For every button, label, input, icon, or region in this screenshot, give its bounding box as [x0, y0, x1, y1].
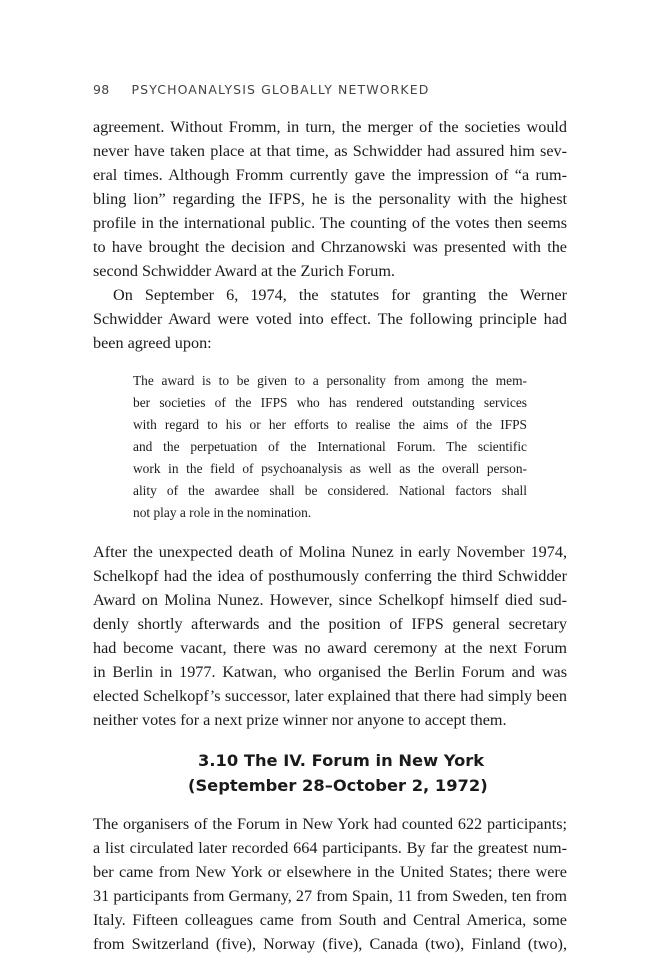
section-heading: 3.10 The IV. Forum in New York — [198, 751, 485, 770]
body-line: had become vacant, there was no award ceremony at the next Forum — [93, 639, 567, 657]
body-line: 31 participants from Germany, 27 from Spain, 11 from Sweden, ten from — [93, 887, 567, 905]
running-title: PSYCHOANALYSIS GLOBALLY NETWORKED — [131, 82, 430, 97]
quote-line: and the perpetuation of the International Forum. The scientific — [133, 439, 527, 454]
body-line: profile in the international public. The counting of the votes then seems — [93, 214, 567, 232]
body-line: to have brought the decision and Chrzanowski was presented with the — [93, 238, 567, 256]
body-line: neither votes for a next prize winner nor anyone to accept them. — [93, 711, 507, 729]
body-line: second Schwidder Award at the Zurich Forum. — [93, 262, 395, 280]
body-line: ber came from New York or elsewhere in the United States; there were — [93, 863, 567, 881]
body-line: never have taken place at that time, as Schwidder had assured him sev- — [93, 142, 567, 160]
body-line: Schwidder Award were voted into effect. The following principle had — [93, 310, 567, 328]
body-line: Schelkopf had the idea of posthumously conferring the third Schwidder — [93, 567, 567, 585]
page-number: 98 — [93, 82, 110, 97]
body-line: denly shortly afterwards and the position of IFPS general secretary — [93, 615, 567, 633]
quote-line: work in the field of psychoanalysis as well as the overall person- — [133, 461, 527, 476]
quote-line: ality of the awardee shall be considered. National factors shall — [133, 483, 527, 498]
body-line: been agreed upon: — [93, 334, 212, 352]
body-line: On September 6, 1974, the statutes for granting the Werner — [113, 286, 567, 304]
running-head — [93, 82, 429, 97]
body-line: a list circulated later recorded 664 participants. By far the greatest num- — [93, 839, 567, 857]
quote-line: with regard to his or her efforts to realise the aims of the IFPS — [133, 417, 527, 432]
body-line: eral times. Although Fromm currently gave the impression of “a rum- — [93, 166, 567, 184]
body-line: Award on Molina Nunez. However, since Schelkopf himself died sud- — [93, 591, 567, 609]
body-line: elected Schelkopf’s successor, later explained that there had simply been — [93, 687, 567, 705]
section-heading-dates: (September 28–October 2, 1972) — [188, 776, 488, 795]
body-line: agreement. Without Fromm, in turn, the merger of the societies would — [93, 118, 567, 136]
body-line: in Berlin in 1977. Katwan, who organised the Berlin Forum and was — [93, 663, 567, 681]
body-line: The organisers of the Forum in New York had counted 622 participants; — [93, 815, 567, 833]
body-line: Italy. Fifteen colleagues came from South and Central America, some — [93, 911, 567, 929]
quote-line: not play a role in the nomination. — [133, 505, 312, 520]
body-line: After the unexpected death of Molina Nunez in early November 1974, — [93, 543, 567, 561]
body-line: from Switzerland (five), Norway (five), Canada (two), Finland (two), — [93, 935, 567, 953]
quote-line: ber societies of the IFPS who has rendered outstanding services — [133, 395, 527, 410]
quote-line: The award is to be given to a personality from among the mem- — [133, 373, 527, 388]
body-line: bling lion” regarding the IFPS, he is the personality with the highest — [93, 190, 567, 208]
